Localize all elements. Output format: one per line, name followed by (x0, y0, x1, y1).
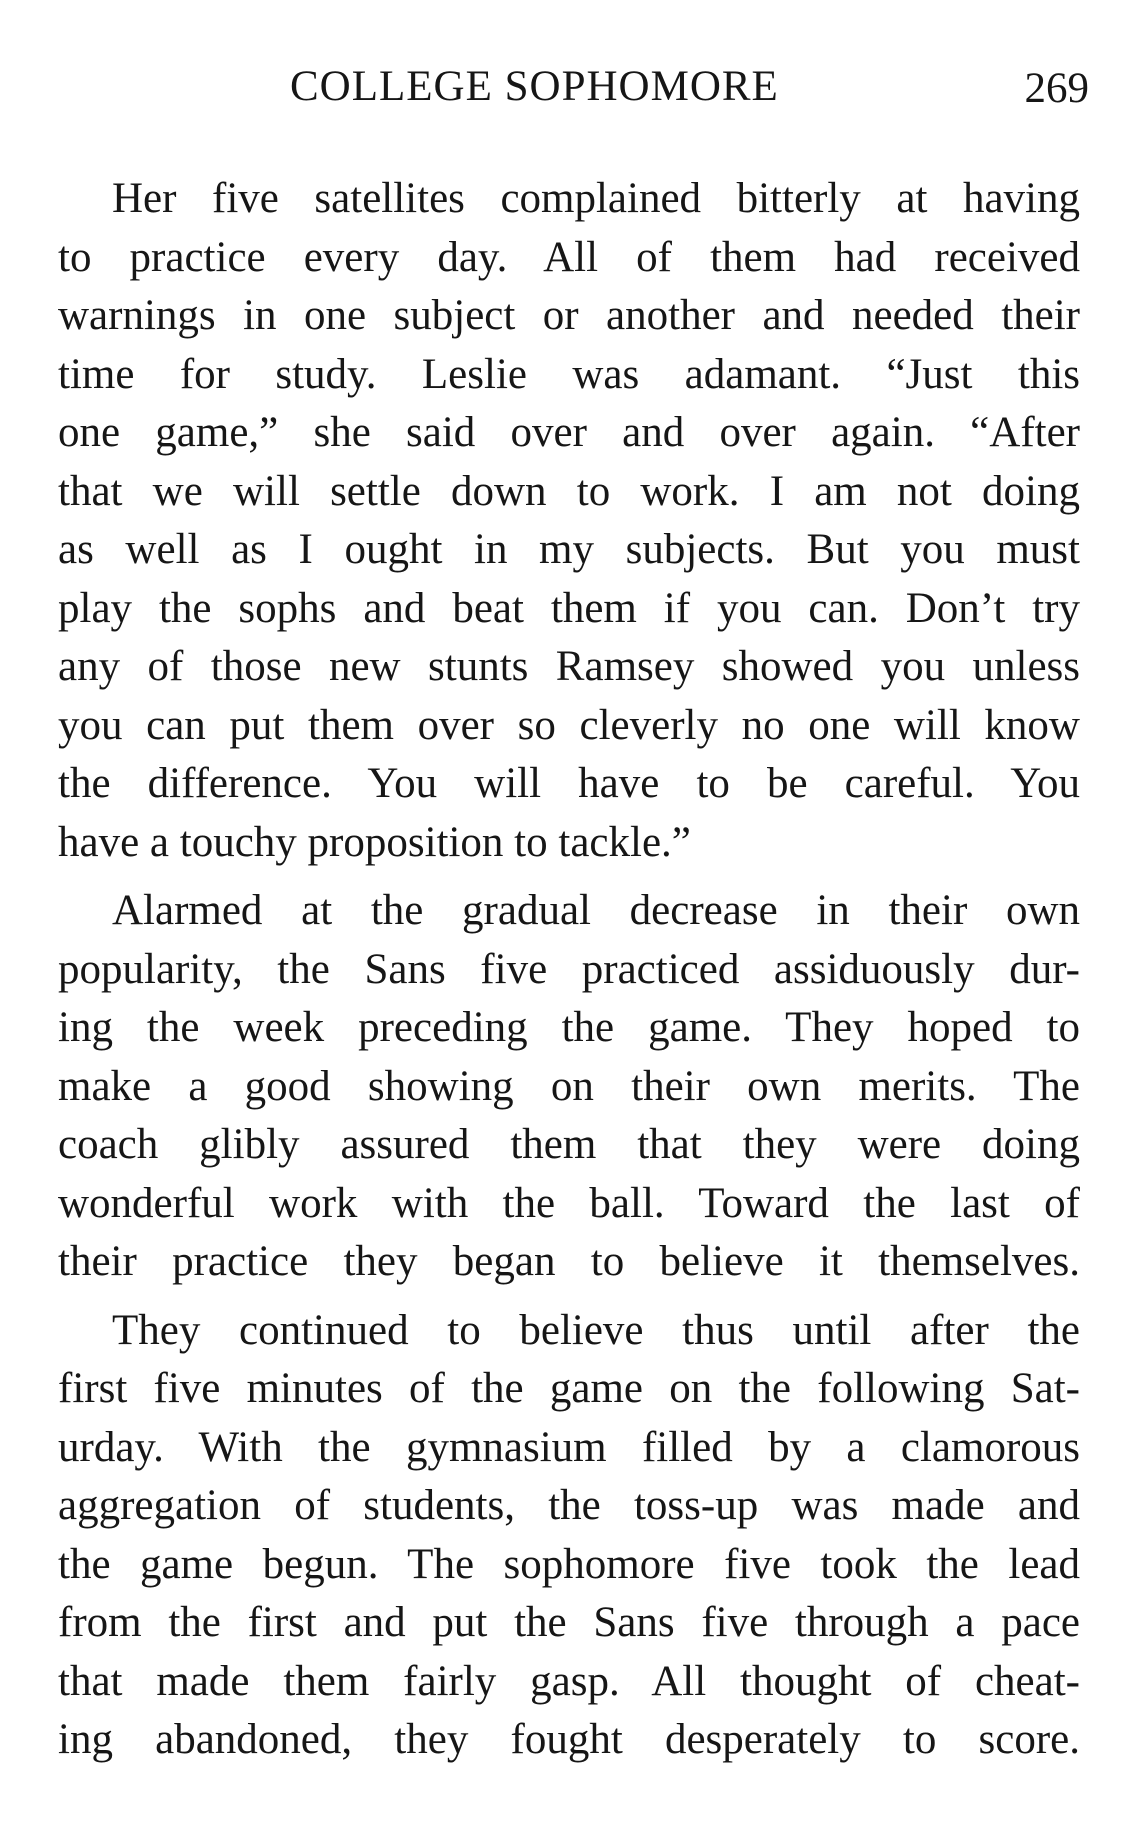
paragraph (58, 882, 1080, 1292)
text-line: They continued to believe thus until after the (112, 1306, 1080, 1354)
text-line: ing abandoned, they fought desperately to score. (58, 1716, 1080, 1763)
text-line: as well as I ought in my subjects. But you must (58, 526, 1080, 573)
text-line: first five minutes of the game on the following Sat- (58, 1365, 1080, 1412)
page-header (0, 58, 1141, 122)
text-line: have a touchy proposition to tackle.” (58, 818, 691, 866)
text-line: their practice they began to believe it themselves. (58, 1238, 1080, 1285)
text-line: one game,” she said over and over again. “After (58, 409, 1080, 456)
text-line: coach glibly assured them that they were doing (58, 1121, 1080, 1168)
text-line: time for study. Leslie was adamant. “Just this (58, 350, 1080, 398)
text-line: any of those new stunts Ramsey showed you unless (58, 643, 1080, 690)
text-line: make a good showing on their own merits. The (58, 1062, 1080, 1110)
text-line: from the first and put the Sans five through a pace (58, 1599, 1080, 1646)
text-line: urday. With the gymnasium filled by a clamorous (58, 1423, 1080, 1471)
text-line: play the sophs and beat them if you can. Don’t try (58, 584, 1080, 632)
text-line: the difference. You will have to be careful. You (58, 760, 1080, 807)
page-number: 269 (1024, 65, 1089, 112)
text-line: to practice every day. All of them had received (58, 233, 1080, 281)
text-line: that made them fairly gasp. All thought of cheat- (58, 1657, 1080, 1705)
text-line: you can put them over so cleverly no one will know (58, 701, 1080, 749)
running-head: COLLEGE SOPHOMORE (290, 63, 779, 110)
text-line: warnings in one subject or another and needed their (58, 292, 1080, 339)
paragraph (58, 1302, 1080, 1770)
paragraph (58, 170, 1080, 872)
text-line: ing the week preceding the game. They hoped to (58, 1004, 1080, 1051)
text-line: the game begun. The sophomore five took the lead (58, 1540, 1080, 1588)
text-line: popularity, the Sans five practiced assiduously dur- (58, 945, 1080, 993)
text-line: aggregation of students, the toss-up was made and (58, 1482, 1080, 1529)
text-line: wonderful work with the ball. Toward the last of (58, 1179, 1080, 1227)
body-text (58, 170, 1080, 1780)
text-line: Alarmed at the gradual decrease in their own (112, 887, 1080, 934)
text-line: Her five satellites complained bitterly at having (112, 175, 1080, 222)
text-line: that we will settle down to work. I am not doing (58, 467, 1080, 515)
